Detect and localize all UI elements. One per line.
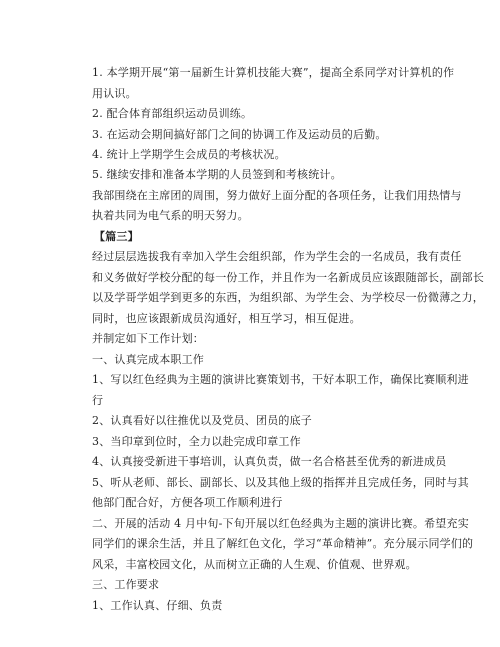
text-line: 3、当印章到位时，全力以赴完成印章工作 — [92, 435, 301, 448]
text-line: 3. 在运动会期间搞好部门之间的协调工作及运动员的后勤。 — [92, 128, 387, 141]
text-line: 二、开展的活动 4 月中旬-下旬开展以红色经典为主题的演讲比赛。希望充实 — [92, 517, 469, 530]
text-line: 执着共同为电气系的明天努力。 — [92, 209, 249, 222]
text-line: 5. 继续安排和准备本学期的人员签到和考核统计。 — [92, 168, 342, 181]
text-line: 他部门配合好，方便各项工作顺利进行 — [92, 496, 283, 509]
section-heading: 【篇三】 — [94, 230, 139, 243]
text-line: 2. 配合体育部组织运动员训练。 — [92, 107, 253, 120]
text-line: 行 — [92, 394, 104, 407]
text-line: 用认识。 — [92, 87, 137, 100]
text-line: 同时，也应该跟新成员沟通好，相互学习，相互促进。 — [92, 312, 361, 325]
text-line: 1. 本学期开展“第一届新生计算机技能大赛”，提高全系同学对计算机的作 — [92, 66, 455, 79]
text-line: 我部围绕在主席团的周围，努力做好上面分配的各项任务，让我们用热情与 — [92, 189, 462, 202]
text-line: 一、认真完成本职工作 — [92, 353, 204, 366]
text-line: 4. 统计上学期学生会成员的考核状况。 — [92, 148, 286, 161]
text-line: 和义务做好学校分配的每一份工作，并且作为一名新成员应该跟随部长，副部长 — [92, 271, 484, 284]
text-line: 4、认真接受新进干事培训，认真负责，做一名合格甚至优秀的新进成员 — [92, 455, 447, 468]
text-line: 以及学哥学姐学到更多的东西，为组织部、为学生会、为学校尽一份微薄之力， — [92, 291, 484, 304]
text-line: 三、工作要求 — [92, 578, 160, 591]
text-line: 5、听从老师、部长、副部长、以及其他上级的指挥并且完成任务，同时与其 — [92, 476, 469, 489]
text-line: 经过层层选拔我有幸加入学生会组织部，作为学生会的一名成员，我有责任 — [92, 250, 462, 263]
text-line: 并制定如下工作计划： — [92, 332, 204, 345]
text-line: 风采，丰富校园文化，从而树立正确的人生观、价值观、世界观。 — [92, 558, 417, 571]
text-line: 2、认真看好以往推优以及党员、团员的底子 — [92, 414, 312, 427]
text-line: 1、工作认真、仔细、负责 — [92, 599, 223, 612]
text-line: 1、写以红色经典为主题的演讲比赛策划书，干好本职工作，确保比赛顺利进 — [92, 373, 469, 386]
text-line: 同学们的课余生活，并且了解红色文化，学习“革命精神”。充分展示同学们的 — [92, 537, 474, 550]
